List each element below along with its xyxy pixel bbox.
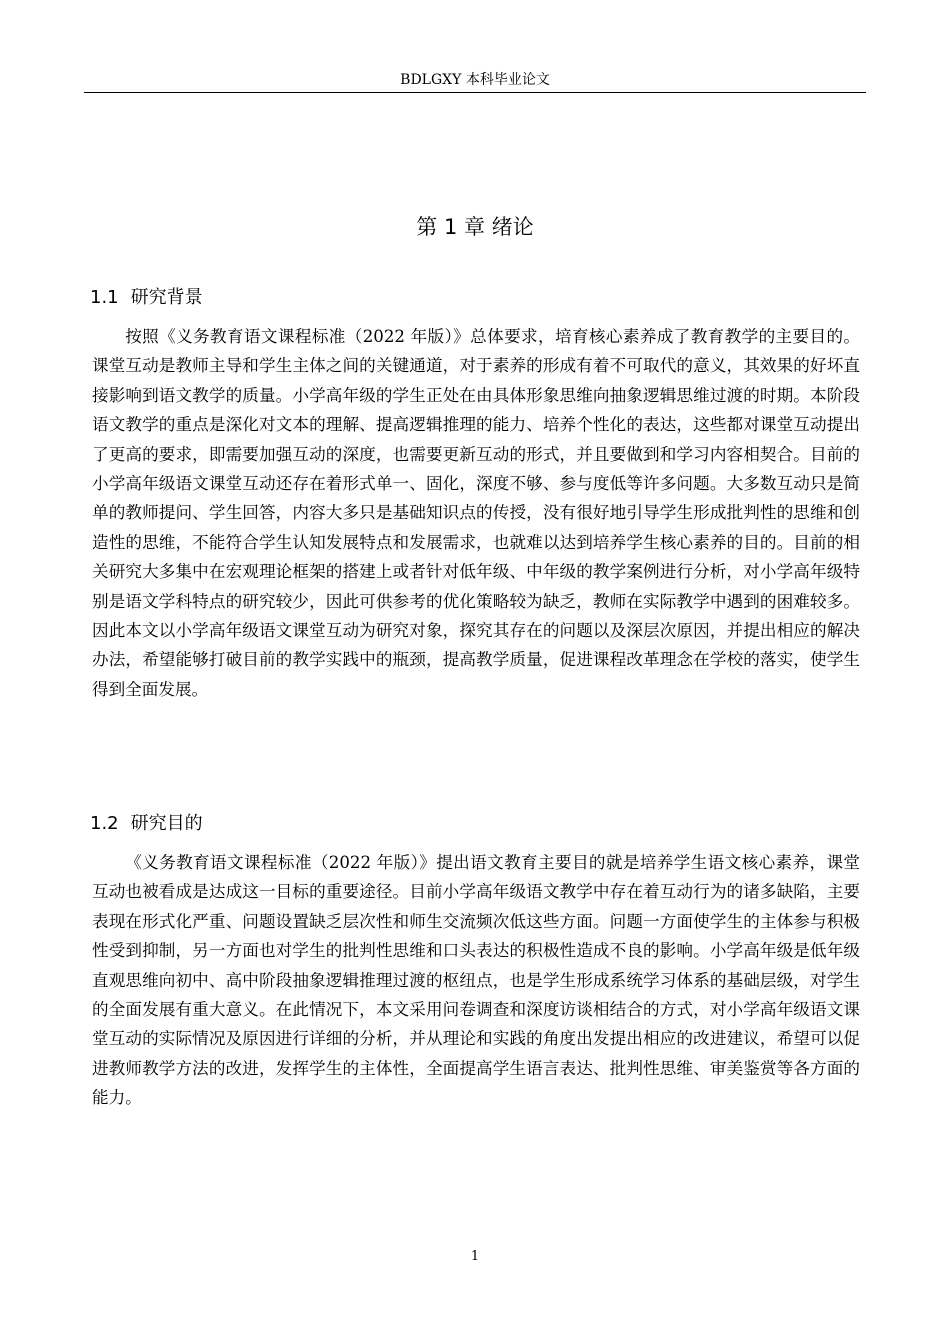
section-title: 研究目的 [130, 813, 203, 834]
section-1-1-paragraph: 按照《义务教育语文课程标准（2022 年版）》总体要求，培育核心素养成了教育教学的主要目的。课堂互动是教师主导和学生主体之间的关键通道，对于素养的形成有着不可取代的意义，其效果的好坏直接影响到语文教学的质量。小学高年级的学生正处在由具体形象思维向抽象逻辑思维过渡的时期。本阶段语文教学的重点是深化对文本的理解、提高逻辑推理的能力、培养个性化的表达，这些都对课堂互动提出了更高的要求，即需要加强互动的深度，也需要更新互动的形式，并且要做到和学习内容相契合。目前的小学高年级语文课堂互动还存在着形式单一、固化，深度不够、参与度低等许多问题。大多数互动只是简单的教师提问、学生回答，内容大多只是基础知识点的传授，没有很好地引导学生形成批判性的思维和创造性的思维，不能符合学生认知发展特点和发展需求，也就难以达到培养学生核心素养的目的。目前的相关研究大多集中在宏观理论框架的搭建上或者针对低年级、中年级的教学案例进行分析，对小学高年级特别是语文学科特点的研究较少，因此可供参考的优化策略较为缺乏，教师在实际教学中遇到的困难较多。因此本文以小学高年级语文课堂互动为研究对象，探究其存在的问题以及深层次原因，并提出相应的解决办法，希望能够打破目前的教学实践中的瓶颈，提高教学质量，促进课程改革理念在学校的落实，使学生得到全面发展。 [92, 327, 860, 699]
chapter-title: 第 1 章 绪论 [416, 215, 534, 239]
section-heading-1-1 [90, 285, 203, 311]
section-number: 1.2 [90, 813, 119, 834]
section-number: 1.1 [90, 287, 119, 308]
section-1-2-paragraph: 《义务教育语文课程标准（2022 年版）》提出语文教育主要目的就是培养学生语文核心素养，课堂互动也被看成是达成这一目标的重要途径。目前小学高年级语文教学中存在着互动行为的诸多缺陷，主要表现在形式化严重、问题设置缺乏层次性和师生交流频次低这些方面。问题一方面使学生的主体参与积极性受到抑制，另一方面也对学生的批判性思维和口头表达的积极性造成不良的影响。小学高年级是低年级直观思维向初中、高中阶段抽象逻辑推理过渡的枢纽点，也是学生形成系统学习体系的基础层级，对学生的全面发展有重大意义。在此情况下，本文采用问卷调查和深度访谈相结合的方式，对小学高年级语文课堂互动的实际情况及原因进行详细的分析，并从理论和实践的角度出发提出相应的改进建议，希望可以促进教师教学方法的改进，发挥学生的主体性，全面提高学生语言表达、批判性思维、审美鉴赏等各方面的能力。 [92, 853, 860, 1108]
section-title: 研究背景 [130, 287, 203, 308]
section-heading-1-2 [90, 811, 203, 837]
running-header: BDLGXY 本科毕业论文 [84, 70, 866, 93]
page-number: 1 [470, 1249, 480, 1264]
